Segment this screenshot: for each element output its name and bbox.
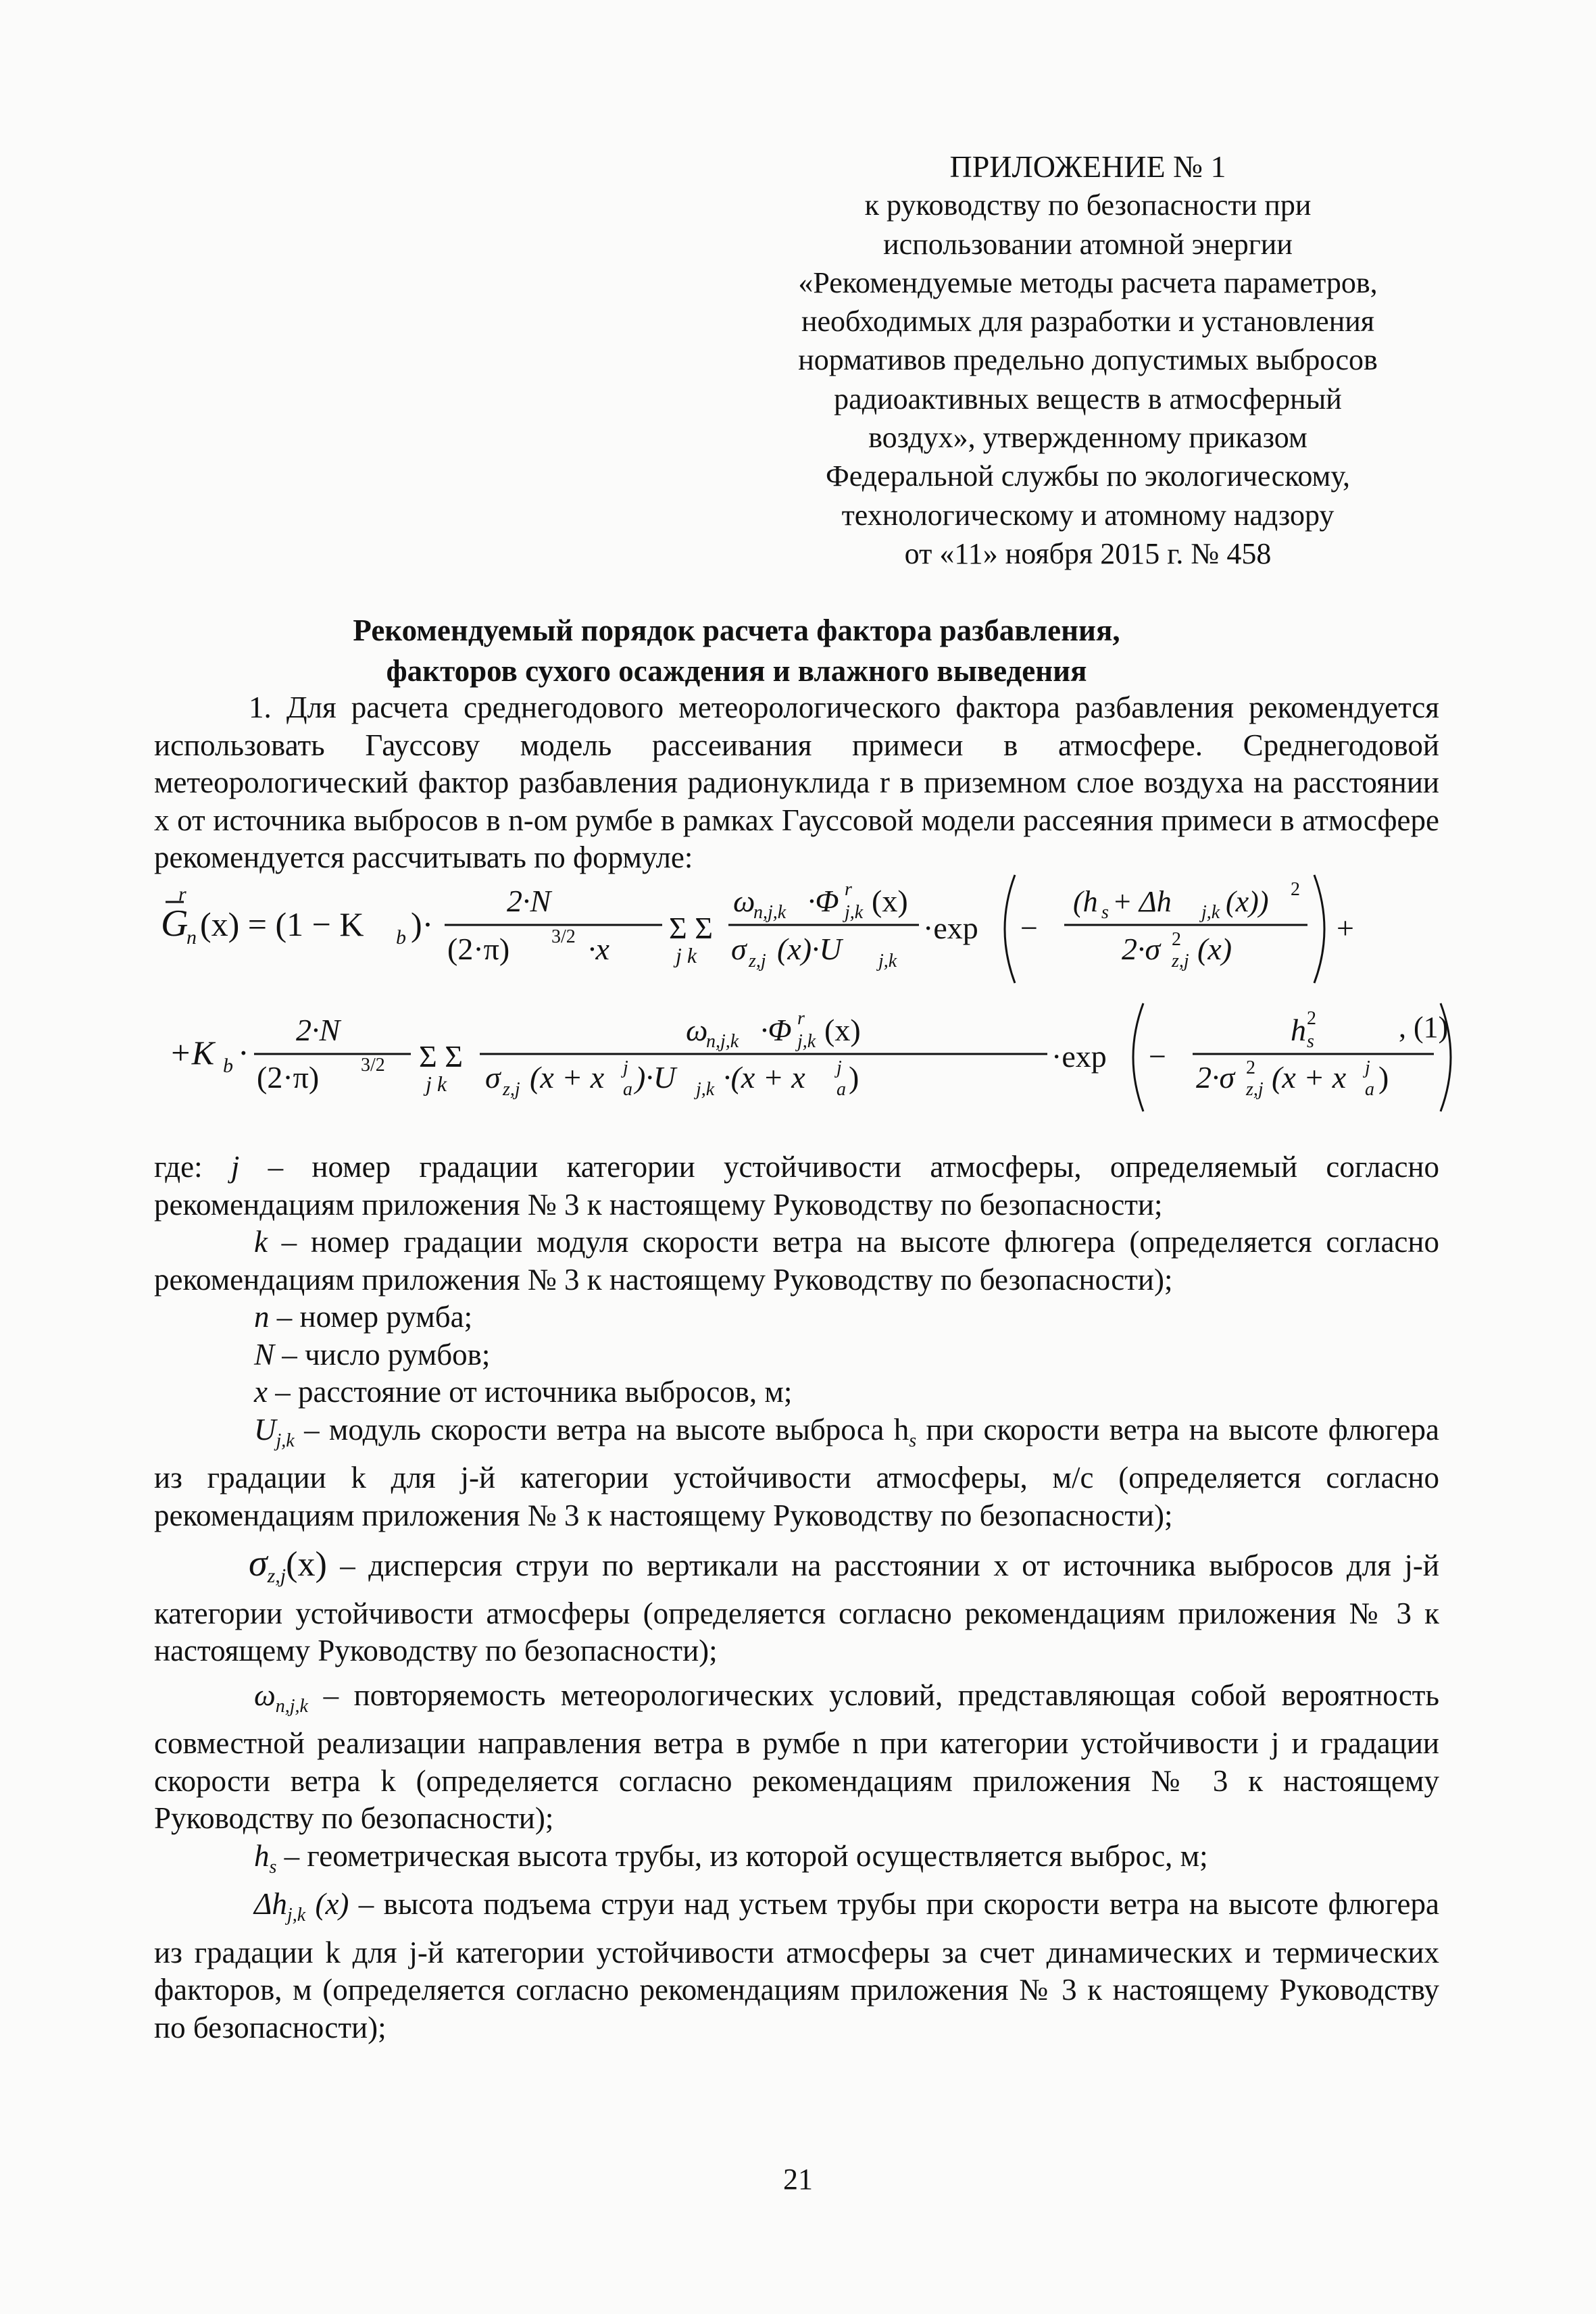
frac5-den-tail: (x + x [530,1060,605,1095]
paragraph-1: 1. Для расчета среднегодового метеорологического фактора разбавления рекомендуется использовать Гауссову модель рассеивания примеси в атмосфере. Среднегодовой метеорологический фактор разбавления радионуклида r в приземном слое воздуха на расстоянии x от источника выбросов в n-ом румбе в рамках Гауссовой модели рассеяния примеси в атмосфере рекомендуется рассчитывать по формуле: [154,690,1439,874]
frac3-den-sq: 2 [1172,929,1181,950]
frac5-den-u-sub: j,k [696,1079,715,1100]
frac6-den-end: ) [1378,1060,1389,1095]
frac5-den-sub3: a [837,1079,846,1100]
frac3-den: 2·σ [1122,932,1161,966]
appendix-line: к руководству по безопасности при [864,188,1312,222]
lhs-symbol: G [161,903,189,945]
frac6-den-sup2: j [1365,1057,1370,1078]
appendix-line: технологическому и атомному надзору [841,498,1335,532]
paren-right-1 [1314,875,1324,983]
minus-2: − [1149,1039,1166,1074]
sum-indices: j k [676,943,697,967]
section-title [338,610,1135,691]
frac5-num-phi-sub: j,k [797,1031,816,1052]
definitions [154,1149,1439,2046]
def-j: где: j – номер градации категории устойчивости атмосферы, определяемый согласно рекомендациям приложения № 3 к настоящему Руководству по безопасности; [154,1150,1440,1222]
row2-kb: +K [169,1034,215,1072]
appendix-line: воздух», утвержденному приказом [868,421,1307,455]
appendix-line: от «11» ноября 2015 г. № 458 [904,536,1272,570]
appendix-line: необходимых для разработки и установления [801,305,1375,338]
frac5-num-phi-sup: r [797,1008,805,1029]
def-delta-h: $\Delta h_{j,k}$ (x) – высота подъема струи над устьем трубы при скорости ветра на высоте флюгера из градации k для j-й категории устойчивости атмосферы за счет динамических и термических факторов, м (определяется согласно рекомендациям приложения № 3 к настоящему Руководству по безопасности); [154,1887,1439,2044]
section-title-line: факторов сухого осаждения и влажного выведения [386,654,1087,688]
kb-sub: b [396,926,406,949]
frac5-den-sup3: j [837,1057,842,1078]
frac4-num: 2·N [296,1013,341,1047]
page-number: 21 [783,2163,813,2196]
sum-indices-2: j k [426,1072,447,1096]
frac2-den-u-sub: j,k [878,951,897,972]
frac2-den-sigma: σ [731,932,747,966]
frac5-den-tail3: ·(x + x [723,1060,805,1095]
frac3-den-tail: (x) [1197,932,1232,966]
dot: )· [411,905,434,943]
frac2-num-omega: ω [733,884,755,918]
frac3-num-tail: + Δh [1112,885,1172,918]
frac2-num-phi-sup: r [845,879,852,900]
frac5-num-phi: ·Φ [760,1013,792,1047]
frac6-num-sub: s [1307,1031,1314,1052]
appendix-header [737,147,1439,573]
def-omega: $\omega_{n,j,k}$ – повторяемость метеорологических условий, представляющая собой вероятность совместной реализации направления ветра в румбе n при категории устойчивости j и градации скорости ветра k (определяется согласно рекомендациям приложения № 3 к настоящему Руководству по безопасности); [154,1678,1439,1835]
frac5-den-sigma: σ [485,1060,501,1095]
frac5-den-end: ) [849,1060,859,1095]
def-U: $U_{j,k}$ – модуль скорости ветра на высоте выброса $h_s$ при скорости ветра на высоте флюгера из градации k для j-й категории устойчивости атмосферы, м/с (определяется согласно рекомендациям приложения № 3 к настоящему Руководству по безопасности); [154,1412,1439,1532]
formula-1 [142,868,1460,1138]
def-k: k – номер градации модуля скорости ветра на высоте флюгера (определяется согласно рекомендациям приложения № 3 к настоящему Руководству по безопасности); [154,1225,1439,1297]
frac5-num-omega: ω [686,1013,708,1047]
appendix-line: использовании атомной энергии [883,227,1293,261]
frac4-den: (2·π) [257,1060,320,1095]
frac6-den: 2·σ [1196,1060,1235,1095]
def-sigma: $\sigma_{z,j}(x)$ – дисперсия струи по вертикали на расстоянии x от источника выбросов для j-й категории устойчивости атмосферы (определяется согласно рекомендациям приложения № 3 к настоящему Руководству по безопасности); [154,1542,1439,1667]
frac2-den-sigma-sub: z,j [749,951,766,972]
formula-svg [142,868,1460,1138]
frac2-den-tail: (x)·U [777,932,842,966]
frac5-den-sigma-sub: z,j [503,1079,520,1100]
frac6-num-sq: 2 [1307,1008,1316,1029]
row2-kb-sub: b [223,1055,233,1077]
frac1-den: (2·π) [447,932,510,966]
frac5-num-omega-sub: n,j,k [706,1031,739,1052]
formula-number: , (1) [1399,1011,1449,1044]
frac3-den-sub: z,j [1172,951,1189,972]
frac4-den-exp: 3/2 [361,1055,385,1076]
def-hs: $h_s$ – геометрическая высота трубы, из которой осуществляется выброс, м; [254,1838,1208,1878]
frac3-num-sub: s [1101,902,1109,923]
frac6-den-tail: (x + x [1272,1060,1347,1095]
frac1-num: 2·N [507,884,551,918]
appendix-line: радиоактивных веществ в атмосферный [834,382,1342,416]
lhs-arg: (x) = (1 − K [200,905,364,943]
appendix-line: Федеральной службы по экологическому, [826,459,1350,493]
frac2-num-phi-sub: j,k [845,902,864,923]
frac1-den-tail: ·x [588,932,609,966]
row2-dot: · [238,1034,249,1072]
frac1-den-exp: 3/2 [551,926,576,947]
exp-2: ·exp [1051,1039,1107,1074]
paren-left-1 [1005,875,1015,983]
frac6-num: h [1291,1013,1306,1047]
frac5-den-tail2: )·U [635,1060,676,1095]
frac3-num-end: (x)) [1226,885,1269,918]
frac3-num-sq: 2 [1291,879,1300,900]
exp-1: ·exp [923,911,978,945]
def-N: N – число румбов; [254,1337,491,1372]
lhs-sup: r [178,883,186,905]
frac5-den-sup2: j [623,1057,628,1078]
appendix-line: нормативов предельно допустимых выбросов [798,343,1378,377]
appendix-title: ПРИЛОЖЕНИЕ № 1 [949,149,1226,184]
frac3-num-sub2: j,k [1201,902,1220,923]
frac2-num-omega-sub: n,j,k [753,902,787,923]
frac2-num-tail: (x) [872,884,908,918]
frac3-num: (h [1073,885,1098,918]
paren-left-2 [1133,1003,1143,1111]
frac2-num-phi: ·Φ [807,884,839,918]
def-x: x – расстояние от источника выбросов, м; [254,1375,793,1409]
def-n: n – номер румба; [254,1300,473,1334]
frac5-den-sub2: a [623,1079,632,1100]
plus-1: + [1337,911,1354,945]
appendix-line: «Рекомендуемые методы расчета параметров, [798,266,1378,299]
minus-1: − [1020,911,1038,945]
lhs-sub: n [186,926,197,949]
frac5-num-tail: (x) [824,1013,861,1047]
double-sum-2: Σ Σ [419,1039,464,1074]
double-sum: Σ Σ [669,911,714,945]
frac6-den-sub: z,j [1246,1079,1264,1100]
frac6-den-sub2: a [1365,1079,1374,1100]
frac6-den-sq: 2 [1246,1057,1255,1078]
section-title-line: Рекомендуемый порядок расчета фактора разбавления, [353,613,1120,647]
